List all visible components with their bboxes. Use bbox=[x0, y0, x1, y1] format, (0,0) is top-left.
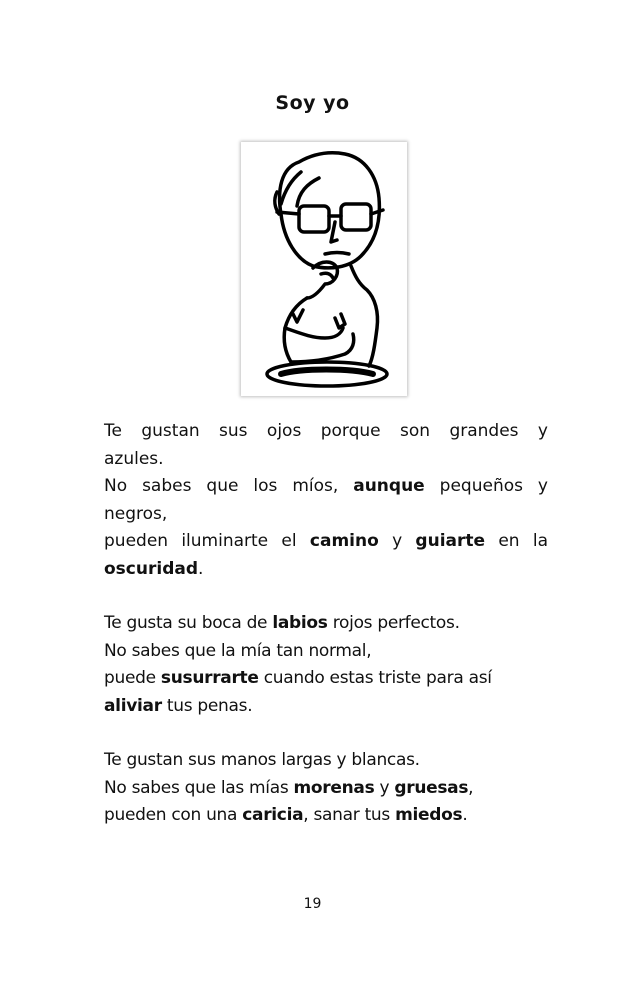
text-span: azules. bbox=[104, 448, 164, 469]
stanza-hands bbox=[104, 747, 548, 830]
text-span: pueden con una bbox=[104, 805, 243, 825]
text-span: No sabes que las mías bbox=[104, 777, 294, 798]
bold-word: morenas bbox=[293, 777, 375, 798]
text-span: rojos perfectos. bbox=[327, 613, 460, 633]
stanza-mouth bbox=[104, 610, 548, 720]
text-line bbox=[104, 473, 548, 501]
bold-word: oscuridad bbox=[104, 558, 198, 579]
text-span: Te gustan sus manos largas y blancas. bbox=[104, 750, 420, 770]
text-line bbox=[104, 446, 548, 474]
text-line bbox=[104, 747, 548, 775]
text-span: en la bbox=[485, 531, 548, 551]
text-line bbox=[104, 610, 548, 638]
bold-word: labios bbox=[272, 613, 328, 633]
text-span: cuando estas triste para así bbox=[258, 668, 492, 688]
text-span: . bbox=[198, 558, 204, 579]
text-span: puede bbox=[104, 668, 161, 688]
text-span: pequeños y bbox=[424, 476, 548, 496]
text-line bbox=[104, 556, 548, 584]
text-span: Te gusta su boca de bbox=[104, 613, 273, 633]
text-span: tus penas. bbox=[161, 695, 253, 716]
text-line bbox=[104, 418, 548, 446]
text-span: Te gustan sus ojos porque son grandes y bbox=[104, 421, 548, 441]
text-span: No sabes que los míos, bbox=[104, 476, 354, 496]
person-thinking-drawing-icon bbox=[241, 142, 407, 396]
text-span: pueden iluminarte el bbox=[104, 531, 310, 551]
text-span: , sanar tus bbox=[303, 805, 396, 825]
page-number: 19 bbox=[303, 896, 322, 912]
text-line bbox=[104, 775, 548, 803]
text-line bbox=[104, 528, 548, 556]
text-line bbox=[104, 665, 548, 693]
text-span: No sabes que la mía tan normal, bbox=[104, 640, 372, 661]
bold-word: caricia bbox=[242, 805, 304, 825]
stanza-eyes bbox=[104, 418, 548, 583]
bold-word: guiarte bbox=[415, 531, 486, 551]
bold-word: aunque bbox=[353, 476, 425, 496]
text-span: , bbox=[468, 777, 474, 798]
bold-word: miedos bbox=[395, 805, 463, 825]
bold-word: gruesas bbox=[394, 777, 469, 798]
text-span: y bbox=[378, 531, 416, 551]
page-title: Soy yo bbox=[275, 92, 350, 114]
text-span: y bbox=[374, 777, 395, 798]
text-line bbox=[104, 638, 548, 666]
bold-word: aliviar bbox=[104, 695, 162, 716]
poem-body bbox=[104, 418, 548, 857]
text-span: negros, bbox=[104, 503, 168, 524]
text-span: . bbox=[462, 805, 468, 825]
bold-word: susurrarte bbox=[160, 668, 259, 688]
text-line bbox=[104, 501, 548, 529]
text-line bbox=[104, 693, 548, 721]
bold-word: camino bbox=[309, 531, 379, 551]
text-line bbox=[104, 802, 548, 830]
